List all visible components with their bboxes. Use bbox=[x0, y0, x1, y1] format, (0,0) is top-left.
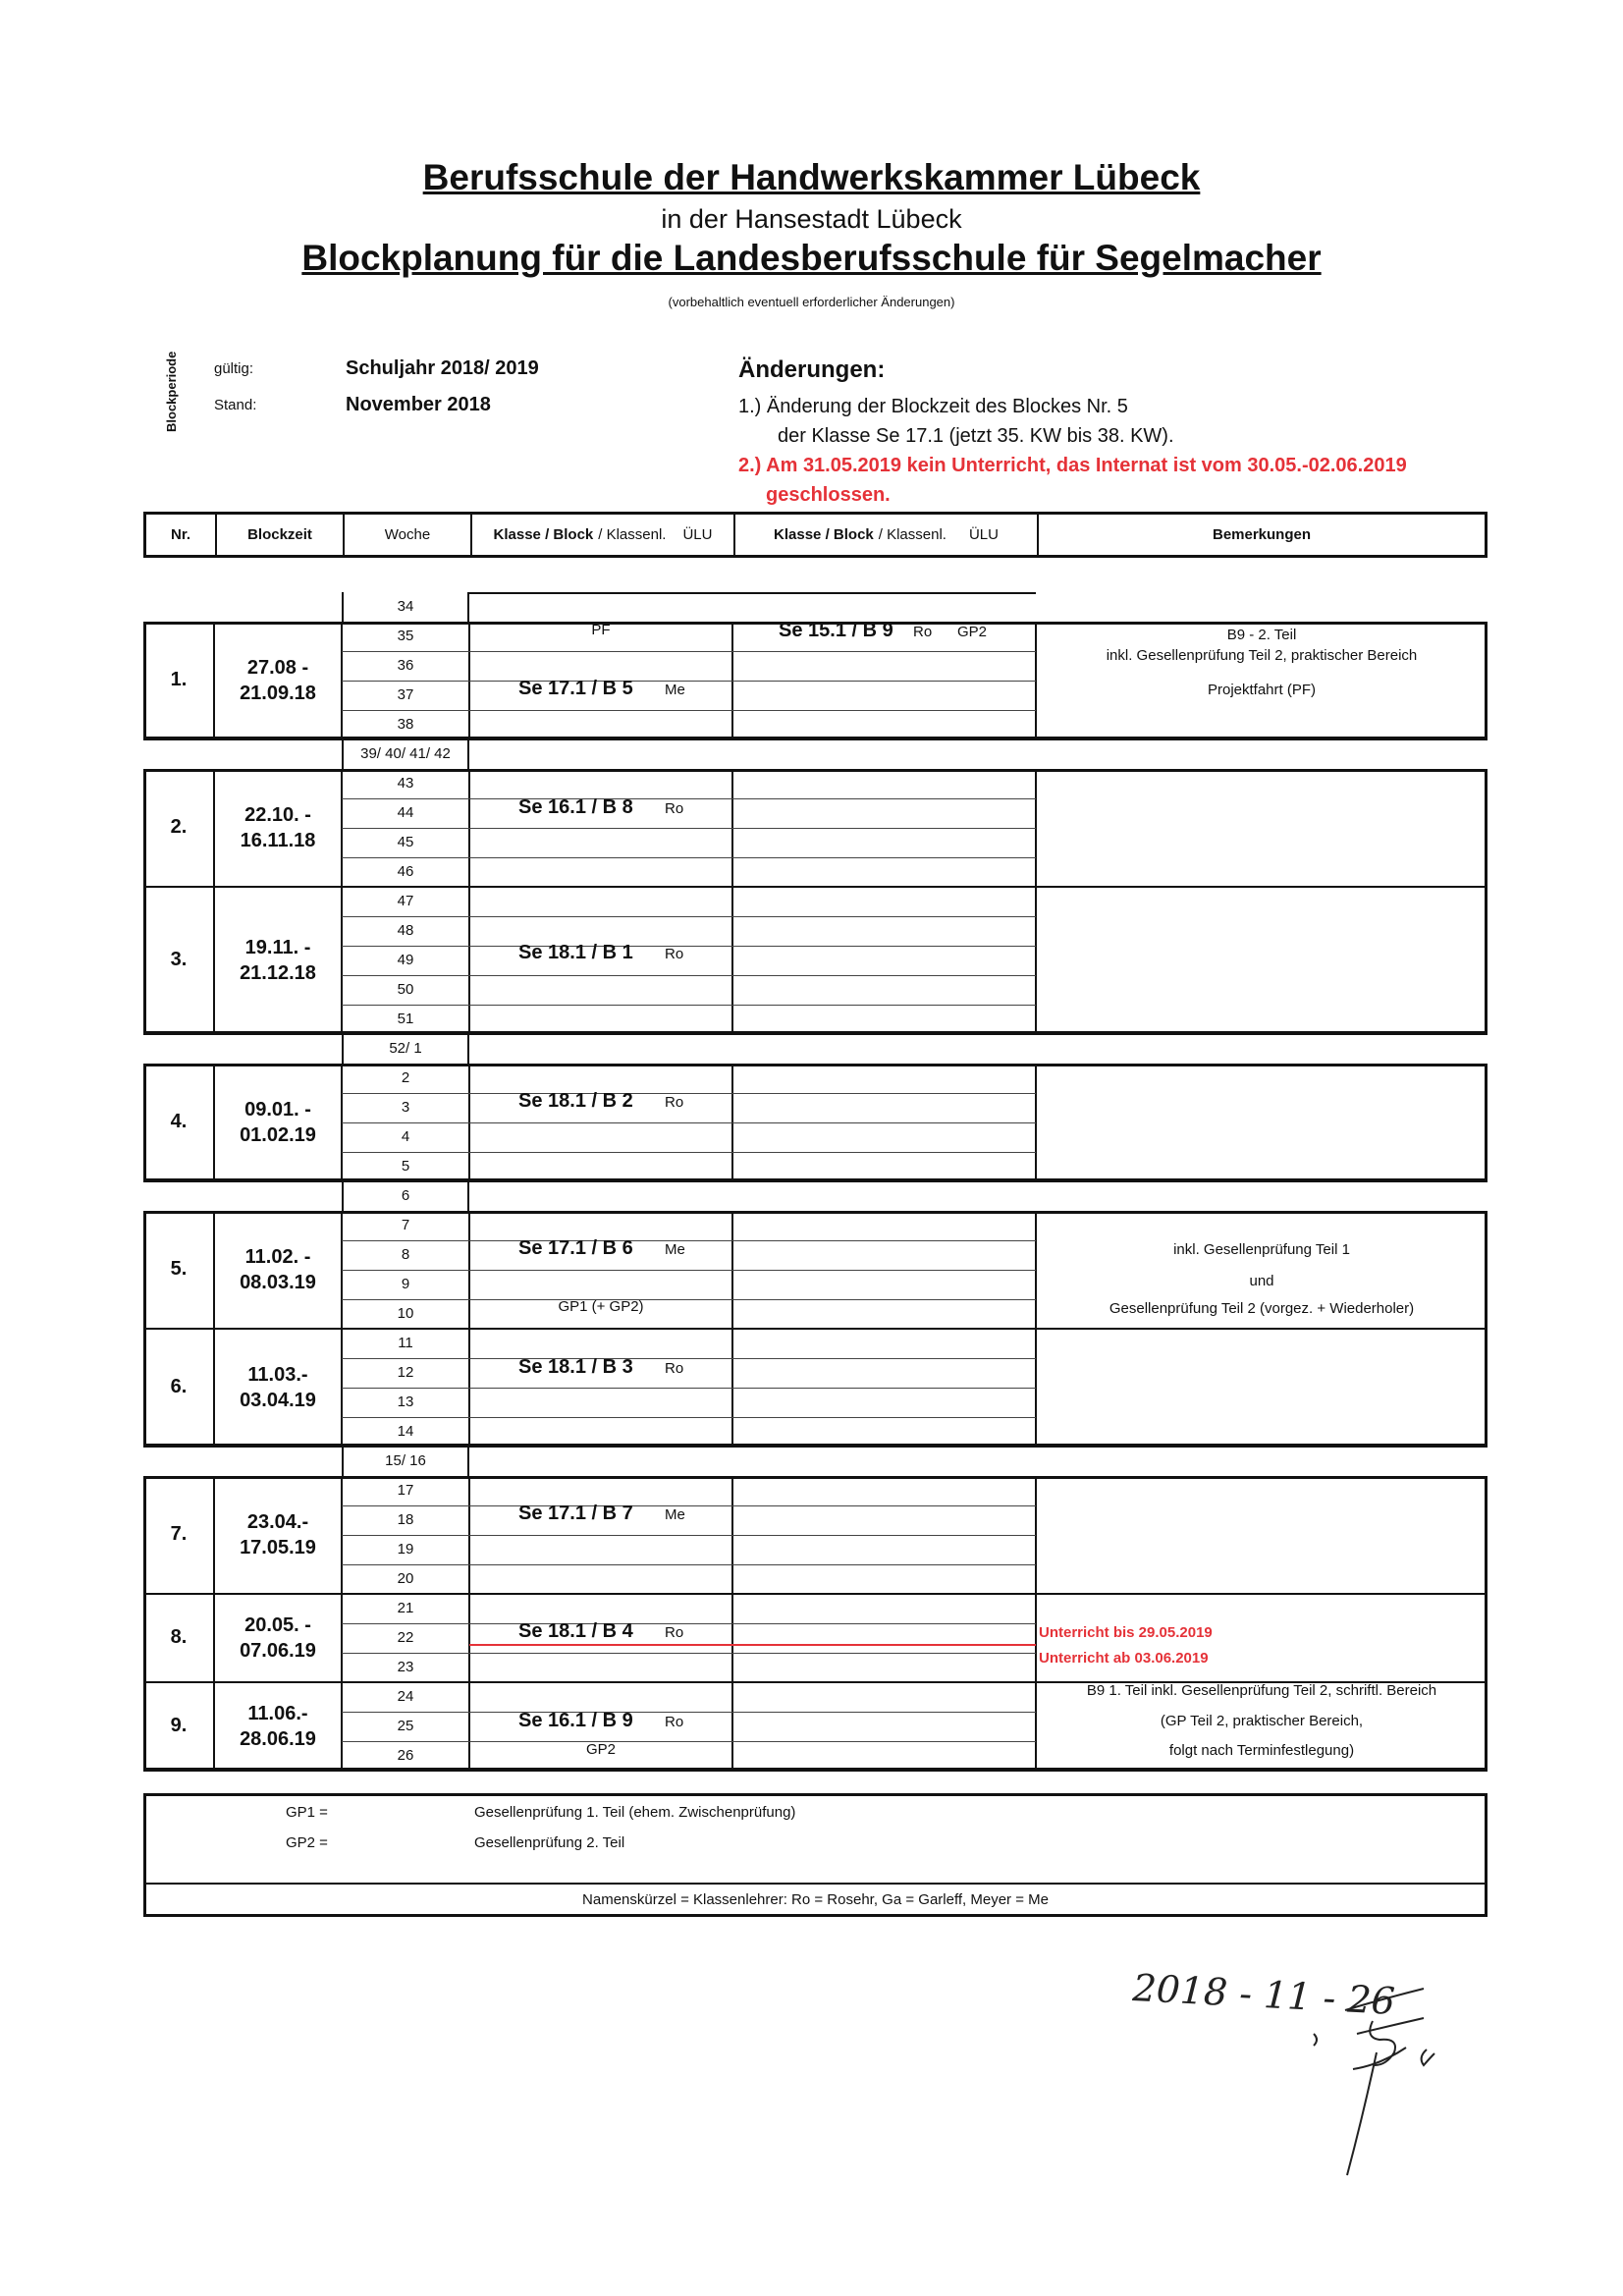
plan-title: Blockplanung für die Landesberufsschule für Segelmacher bbox=[301, 238, 1322, 278]
change-1-line-2: der Klasse Se 17.1 (jetzt 35. KW bis 38. KW). bbox=[778, 425, 1174, 447]
row-line bbox=[342, 681, 1036, 682]
row-line bbox=[342, 857, 1036, 858]
week-cell: 34 bbox=[397, 598, 414, 615]
b5-remark-1: inkl. Gesellenprüfung Teil 1 bbox=[1173, 1241, 1350, 1258]
week-cell: 12 bbox=[397, 1364, 414, 1381]
b2-class: Se 16.1 / B 8 bbox=[518, 796, 633, 818]
handwritten-signature bbox=[1129, 1949, 1473, 2195]
b9-class: Se 16.1 / B 9 bbox=[518, 1710, 633, 1731]
b9-remark-1: B9 1. Teil inkl. Gesellenprüfung Teil 2, schriftl. Bereich bbox=[1086, 1682, 1437, 1699]
week-cell: 3 bbox=[401, 1099, 410, 1116]
week-cell: 15/ 16 bbox=[385, 1452, 426, 1469]
gap-row-frame bbox=[342, 1181, 469, 1211]
block-number: 8. bbox=[170, 1626, 188, 1648]
block-date-from: 27.08 - bbox=[246, 657, 309, 679]
block-date-from: 11.06.- bbox=[247, 1703, 308, 1724]
week-cell: 24 bbox=[397, 1688, 414, 1705]
block-date-from: 09.01. - bbox=[244, 1099, 311, 1121]
row-line bbox=[342, 1388, 1036, 1389]
week-cell: 51 bbox=[397, 1011, 414, 1027]
b4-class: Se 18.1 / B 2 bbox=[518, 1090, 633, 1112]
block-date-from: 11.02. - bbox=[244, 1246, 311, 1268]
block-number: 3. bbox=[170, 949, 188, 970]
legend-gp2-value: Gesellenprüfung 2. Teil bbox=[474, 1834, 625, 1851]
week-cell: 50 bbox=[397, 981, 414, 998]
block-dates bbox=[214, 802, 342, 853]
block-dates bbox=[214, 1701, 342, 1752]
gap-row-frame bbox=[342, 592, 469, 622]
header-klasse-2-rest: / Klassenl. bbox=[878, 526, 947, 543]
week-cell: 35 bbox=[397, 628, 414, 644]
header-klasse-2-bold: Klasse / Block bbox=[774, 526, 874, 543]
week-cell: 39/ 40/ 41/ 42 bbox=[360, 745, 451, 762]
block-dates bbox=[214, 1613, 342, 1664]
block-dates bbox=[214, 1244, 342, 1295]
signature-drawing bbox=[1129, 1949, 1473, 2195]
week-cell: 36 bbox=[397, 657, 414, 674]
b6-teacher: Ro bbox=[665, 1360, 684, 1377]
block-date-to: 21.09.18 bbox=[240, 683, 316, 704]
block-separator bbox=[143, 1770, 1488, 1772]
b1-col2-ulu: GP2 bbox=[957, 624, 988, 640]
b9-remark-2: (GP Teil 2, praktischer Bereich, bbox=[1160, 1713, 1364, 1729]
week-cell: 21 bbox=[397, 1600, 414, 1616]
row-line bbox=[342, 651, 1036, 652]
b9-teacher: Ro bbox=[665, 1714, 684, 1730]
row-line bbox=[342, 1122, 1036, 1123]
block-dates bbox=[214, 1362, 342, 1413]
week-cell: 17 bbox=[397, 1482, 414, 1499]
row-line bbox=[342, 798, 1036, 799]
block-separator bbox=[143, 1328, 1488, 1330]
block-date-from: 22.10. - bbox=[244, 804, 311, 826]
vertical-label: Blockperiode bbox=[164, 351, 179, 432]
week-cell: 47 bbox=[397, 893, 414, 909]
block-date-to: 01.02.19 bbox=[240, 1124, 316, 1146]
b3-teacher: Ro bbox=[665, 946, 684, 962]
column-line bbox=[1035, 769, 1037, 1034]
legend-divider bbox=[146, 1883, 1485, 1885]
b1-col2-teacher: Ro bbox=[913, 624, 933, 640]
block-number: 4. bbox=[170, 1111, 188, 1132]
block-number: 7. bbox=[170, 1523, 188, 1545]
block-date-from: 19.11. - bbox=[244, 937, 311, 958]
row-line bbox=[342, 975, 1036, 976]
legend-abbrev: Namenskürzel = Klassenlehrer: Ro = Rosehr, Ga = Garleff, Meyer = Me bbox=[582, 1891, 1049, 1908]
b8-class: Se 18.1 / B 4 bbox=[518, 1620, 633, 1642]
b5-ulu: GP1 (+ GP2) bbox=[558, 1298, 644, 1315]
block-date-to: 08.03.19 bbox=[240, 1272, 316, 1293]
b1-remark-1: B9 - 2. Teil bbox=[1226, 627, 1297, 643]
b5-remark-3: Gesellenprüfung Teil 2 (vorgez. + Wiederholer) bbox=[1109, 1300, 1415, 1317]
b9-ulu: GP2 bbox=[585, 1741, 616, 1758]
week-cell: 44 bbox=[397, 804, 414, 821]
b9-remark-3: folgt nach Terminfestlegung) bbox=[1168, 1742, 1355, 1759]
block-dates bbox=[214, 1097, 342, 1148]
b2-teacher: Ro bbox=[665, 800, 684, 817]
b3-class: Se 18.1 / B 1 bbox=[518, 942, 633, 963]
block-date-from: 23.04.- bbox=[246, 1511, 309, 1533]
gap-row-frame bbox=[342, 1447, 469, 1476]
header-klasse-1-bold: Klasse / Block bbox=[493, 526, 594, 543]
row-line bbox=[342, 1358, 1036, 1359]
week-cell: 19 bbox=[397, 1541, 414, 1558]
gap-row-frame bbox=[342, 739, 469, 769]
week-cell: 43 bbox=[397, 775, 414, 792]
block-separator bbox=[143, 1180, 1488, 1182]
row-line bbox=[342, 1417, 1036, 1418]
pf-cell: PF bbox=[591, 622, 611, 638]
change-2-line-2: geschlossen. bbox=[766, 484, 891, 506]
week-cell: 26 bbox=[397, 1747, 414, 1764]
legend-gp1-key: GP1 = bbox=[286, 1804, 328, 1821]
week-cell: 18 bbox=[397, 1511, 414, 1528]
header-blockzeit: Blockzeit bbox=[217, 515, 345, 555]
b7-teacher: Me bbox=[665, 1506, 685, 1523]
header-ulu-1: ÜLU bbox=[682, 526, 713, 543]
block-date-to: 16.11.18 bbox=[240, 830, 316, 851]
block-number: 5. bbox=[170, 1258, 188, 1280]
row-line bbox=[342, 1712, 1036, 1713]
week-cell: 45 bbox=[397, 834, 414, 850]
header-woche: Woche bbox=[345, 515, 472, 555]
week-cell: 10 bbox=[397, 1305, 414, 1322]
changes-title: Änderungen: bbox=[738, 356, 886, 383]
b8-remark-1: Unterricht bis 29.05.2019 bbox=[1039, 1624, 1213, 1641]
b8-teacher: Ro bbox=[665, 1624, 684, 1641]
week-cell: 52/ 1 bbox=[389, 1040, 422, 1057]
row-line bbox=[342, 916, 1036, 917]
week-cell: 7 bbox=[401, 1217, 410, 1233]
row-line bbox=[342, 1623, 1036, 1624]
week-cell: 25 bbox=[397, 1718, 414, 1734]
row-line bbox=[342, 828, 1036, 829]
header-bemerkungen: Bemerkungen bbox=[1212, 526, 1312, 543]
week-cell: 13 bbox=[397, 1394, 414, 1410]
block-date-from: 20.05. - bbox=[244, 1614, 311, 1636]
block-number: 2. bbox=[170, 816, 188, 838]
week-cell: 5 bbox=[401, 1158, 410, 1175]
b1-teacher: Me bbox=[665, 682, 685, 698]
week-cell: 46 bbox=[397, 863, 414, 880]
change-1-line-1: 1.) Änderung der Blockzeit des Blockes Nr. 5 bbox=[738, 396, 1128, 417]
block-date-to: 21.12.18 bbox=[240, 962, 316, 984]
block-separator bbox=[143, 1446, 1488, 1448]
row-line bbox=[342, 1653, 1036, 1654]
block-dates bbox=[214, 935, 342, 986]
week-cell: 22 bbox=[397, 1629, 414, 1646]
block-separator bbox=[143, 1593, 1488, 1595]
week-cell: 38 bbox=[397, 716, 414, 733]
b5-teacher: Me bbox=[665, 1241, 685, 1258]
b5-remark-2: und bbox=[1249, 1273, 1274, 1289]
block-dates bbox=[214, 655, 342, 706]
b1-remark-2: inkl. Gesellenprüfung Teil 2, praktischer Bereich bbox=[1106, 647, 1418, 664]
block-number: 9. bbox=[170, 1715, 188, 1736]
legend-gp2-key: GP2 = bbox=[286, 1834, 328, 1851]
week-cell: 11 bbox=[398, 1335, 413, 1351]
b8-red-line bbox=[469, 1644, 1036, 1646]
legend-box bbox=[143, 1793, 1488, 1917]
row-line bbox=[342, 1240, 1036, 1241]
week-cell: 4 bbox=[401, 1128, 410, 1145]
block-group-box bbox=[143, 769, 1488, 1034]
block-date-to: 07.06.19 bbox=[240, 1640, 316, 1662]
gap-row-frame bbox=[342, 1034, 469, 1064]
valid-label: gültig: bbox=[214, 360, 254, 377]
handwritten-date: 2018 - 11 - 26 bbox=[1131, 1966, 1396, 2023]
b5-class: Se 17.1 / B 6 bbox=[518, 1237, 633, 1259]
row-line bbox=[342, 1535, 1036, 1536]
b4-teacher: Ro bbox=[665, 1094, 684, 1111]
block-date-to: 17.05.19 bbox=[240, 1537, 316, 1558]
column-line bbox=[731, 769, 733, 1034]
column-line bbox=[468, 769, 470, 1034]
week-cell: 6 bbox=[401, 1187, 410, 1204]
block-separator bbox=[143, 886, 1488, 888]
block-number: 1. bbox=[170, 669, 188, 690]
week-cell: 2 bbox=[401, 1069, 410, 1086]
city-subtitle: in der Hansestadt Lübeck bbox=[661, 204, 962, 234]
b6-class: Se 18.1 / B 3 bbox=[518, 1356, 633, 1378]
stand-value: November 2018 bbox=[346, 394, 491, 415]
block-separator bbox=[143, 1033, 1488, 1035]
week-cell: 9 bbox=[401, 1276, 410, 1292]
block-dates bbox=[214, 1509, 342, 1560]
week-cell: 20 bbox=[397, 1570, 414, 1587]
b1-remark-3: Projektfahrt (PF) bbox=[1207, 682, 1317, 698]
valid-value: Schuljahr 2018/ 2019 bbox=[346, 357, 539, 379]
row-line bbox=[342, 1093, 1036, 1094]
row-line bbox=[342, 1270, 1036, 1271]
b8-remark-2: Unterricht ab 03.06.2019 bbox=[1039, 1650, 1209, 1667]
change-2-line-1: 2.) Am 31.05.2019 kein Unterricht, das Internat ist vom 30.05.-02.06.2019 bbox=[738, 455, 1407, 476]
block-number: 6. bbox=[170, 1376, 188, 1397]
block-date-to: 03.04.19 bbox=[240, 1390, 316, 1411]
gap-row-class2 bbox=[732, 592, 1036, 622]
header-nr: Nr. bbox=[146, 515, 217, 555]
week-cell: 49 bbox=[397, 952, 414, 968]
b1-class: Se 17.1 / B 5 bbox=[518, 678, 633, 699]
legend-gp1-value: Gesellenprüfung 1. Teil (ehem. Zwischenprüfung) bbox=[474, 1804, 796, 1821]
gap-row-class1 bbox=[469, 592, 732, 622]
block-date-from: 11.03.- bbox=[247, 1364, 308, 1386]
row-line bbox=[342, 1152, 1036, 1153]
header-klasse-1-rest: / Klassenl. bbox=[598, 526, 667, 543]
header-ulu-2: ÜLU bbox=[968, 526, 999, 543]
row-line bbox=[342, 946, 1036, 947]
row-line bbox=[342, 1564, 1036, 1565]
b1-col2-class: Se 15.1 / B 9 bbox=[779, 620, 893, 641]
block-date-to: 28.06.19 bbox=[240, 1728, 316, 1750]
stand-label: Stand: bbox=[214, 397, 257, 413]
row-line bbox=[342, 1005, 1036, 1006]
week-cell: 23 bbox=[397, 1659, 414, 1675]
b7-class: Se 17.1 / B 7 bbox=[518, 1503, 633, 1524]
week-cell: 48 bbox=[397, 922, 414, 939]
changes-disclaimer: (vorbehaltlich eventuell erforderlicher Änderungen) bbox=[668, 295, 955, 309]
row-line bbox=[342, 710, 1036, 711]
block-separator bbox=[143, 738, 1488, 740]
school-title: Berufsschule der Handwerkskammer Lübeck bbox=[422, 157, 1201, 197]
week-cell: 37 bbox=[397, 686, 414, 703]
week-cell: 8 bbox=[401, 1246, 410, 1263]
row-line bbox=[342, 1505, 1036, 1506]
week-cell: 14 bbox=[397, 1423, 414, 1440]
